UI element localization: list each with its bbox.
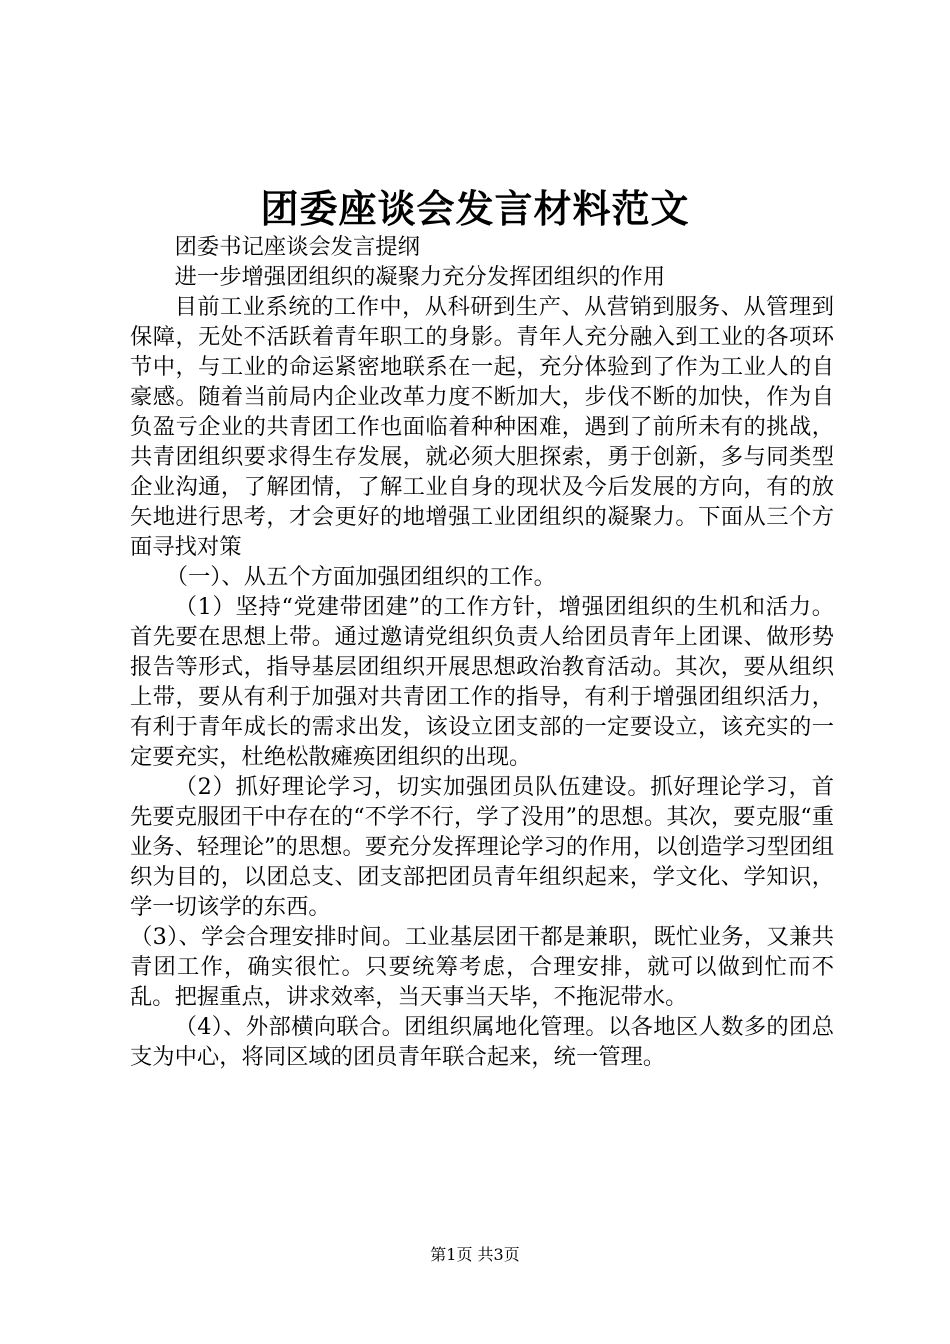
page-footer: 第1页 共3页 xyxy=(430,1245,520,1264)
paragraph-point-1: （1）坚持“党建带团建”的工作方针，增强团组织的生机和活力。首先要在思想上带。通过邀请党组织负责人给团员青年上团课、做形势报告等形式，指导基层团组织开展思想政治教育活动。其次，要从组织上带，要从有利于加强对共青团工作的指导，有利于增强团组织活力，有利于青年成长的需求出发，该设立团支部的一定要设立，该充实的一定要充实，杜绝松散瘫痪团组织的出现。 xyxy=(130,594,834,770)
paragraph-point-2: （2）抓好理论学习，切实加强团员队伍建设。抓好理论学习，首先要克服团干中存在的“不学不行，学了没用”的思想。其次，要克服“重业务、轻理论”的思想。要充分发挥理论学习的作用，以创造学习型团组织为目的，以团总支、团支部把团员青年组织起来，学文化、学知识，学一切该学的东西。 xyxy=(130,774,834,920)
document-title: 团委座谈会发言材料范文 xyxy=(260,186,690,231)
paragraph-intro: 目前工业系统的工作中，从科研到生产、从营销到服务、从管理到保障，无处不活跃着青年职工的身影。青年人充分融入到工业的各项环节中，与工业的命运紧密地联系在一起，充分体验到了作为工业人的自豪感。随着当前局内企业改革力度不断加大，步伐不断的加快，作为自负盈亏企业的共青团工作也面临着种种困难，遇到了前所未有的挑战，共青团组织要求得生存发展，就必须大胆探索，勇于创新，多与同类型企业沟通，了解团情，了解工业自身的现状及今后发展的方向，有的放矢地进行思考，才会更好的地增强工业团组织的凝聚力。下面从三个方面寻找对策 xyxy=(130,294,834,560)
paragraph-subtitle-2: 进一步增强团组织的凝聚力充分发挥团组织的作用 xyxy=(174,264,666,290)
paragraph-section-heading: （一）、从五个方面加强团组织的工作。 xyxy=(165,564,556,590)
document-body xyxy=(130,232,834,1072)
paragraph-subtitle-1: 团委书记座谈会发言提纲 xyxy=(174,234,420,260)
paragraph-point-4: （4）、外部横向联合。团组织属地化管理。以各地区人数多的团总支为中心，将同区域的团员青年联合起来，统一管理。 xyxy=(130,1014,834,1070)
paragraph-point-3: （3）、学会合理安排时间。工业基层团干都是兼职，既忙业务，又兼共青团工作，确实很忙。只要统筹考虑，合理安排，就可以做到忙而不乱。把握重点，讲求效率，当天事当天毕，不拖泥带水。 xyxy=(130,924,834,1010)
